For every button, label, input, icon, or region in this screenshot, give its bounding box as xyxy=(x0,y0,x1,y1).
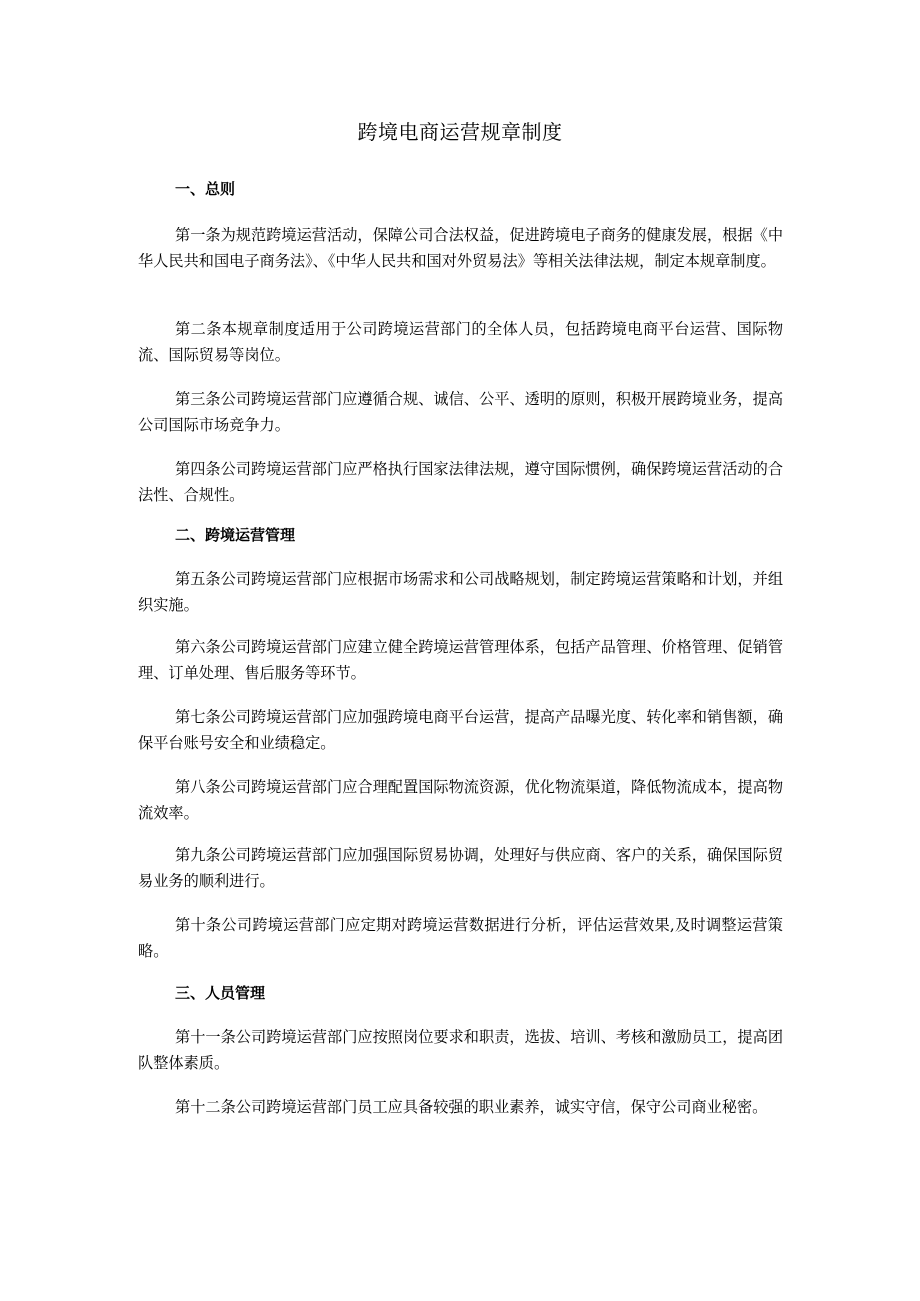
article-1: 第一条为规范跨境运营活动，保障公司合法权益，促进跨境电子商务的健康发展，根据《中华人民共和国电子商务法》、《中华人民共和国对外贸易法》等相关法律法规，制定本规章制度。 xyxy=(138,226,783,270)
section-heading-operations: 二、跨境运营管理 xyxy=(175,526,296,544)
article-5: 第五条公司跨境运营部门应根据市场需求和公司战略规划，制定跨境运营策略和计划，并组织实施。 xyxy=(138,570,783,614)
document-title: 跨境电商运营规章制度 xyxy=(357,120,563,144)
article-9: 第九条公司跨境运营部门应加强国际贸易协调，处理好与供应商、客户的关系，确保国际贸易业务的顺利进行。 xyxy=(138,846,783,890)
article-4: 第四条公司跨境运营部门应严格执行国家法律法规，遵守国际惯例，确保跨境运营活动的合法性、合规性。 xyxy=(138,460,783,504)
article-7: 第七条公司跨境运营部门应加强跨境电商平台运营，提高产品曝光度、转化率和销售额，确保平台账号安全和业绩稳定。 xyxy=(138,708,783,752)
section-heading-personnel: 三、人员管理 xyxy=(175,984,266,1002)
article-6: 第六条公司跨境运营部门应建立健全跨境运营管理体系，包括产品管理、价格管理、促销管理、订单处理、售后服务等环节。 xyxy=(138,638,783,682)
article-11: 第十一条公司跨境运营部门应按照岗位要求和职责，选拔、培训、考核和激励员工，提高团队整体素质。 xyxy=(138,1028,783,1072)
section-heading-general: 一、总则 xyxy=(175,180,236,198)
article-12: 第十二条公司跨境运营部门员工应具备较强的职业素养，诚实守信，保守公司商业秘密。 xyxy=(175,1098,768,1116)
article-8: 第八条公司跨境运营部门应合理配置国际物流资源，优化物流渠道，降低物流成本，提高物流效率。 xyxy=(138,778,783,822)
article-3: 第三条公司跨境运营部门应遵循合规、诚信、公平、透明的原则，积极开展跨境业务，提高公司国际市场竞争力。 xyxy=(138,390,783,434)
article-10: 第十条公司跨境运营部门应定期对跨境运营数据进行分析，评估运营效果,及时调整运营策略。 xyxy=(138,916,783,960)
article-2: 第二条本规章制度适用于公司跨境运营部门的全体人员，包括跨境电商平台运营、国际物流、国际贸易等岗位。 xyxy=(138,320,783,364)
